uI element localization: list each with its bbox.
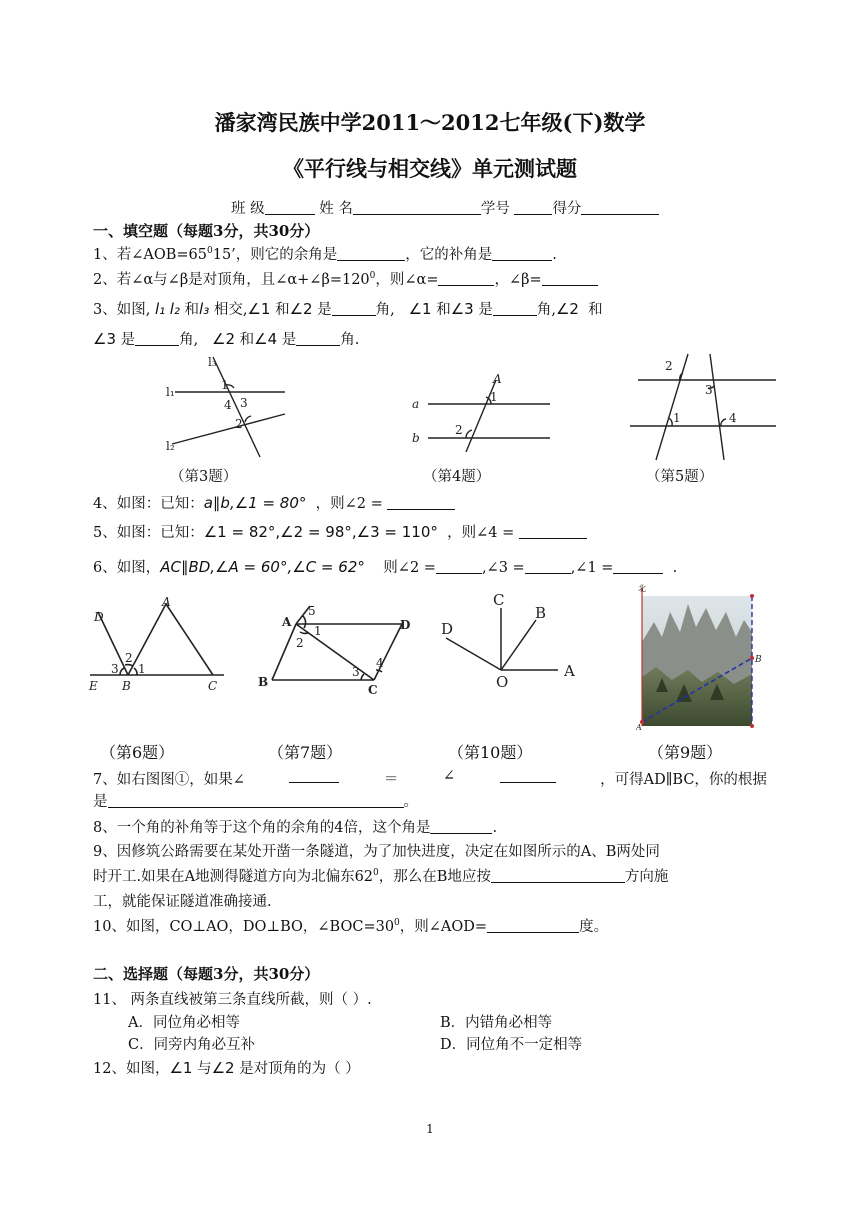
q11-option-B[interactable]: B．内错角必相等	[440, 1015, 553, 1031]
fig3-label-l3: l₃	[208, 355, 217, 369]
page-title: 潘家湾民族中学2011～2012七年级(下)数学	[214, 110, 646, 135]
id-label: 学号	[480, 201, 510, 217]
fig7-label-3: 3	[352, 665, 360, 679]
fig5-label-4: 4	[729, 411, 737, 425]
question-3-line2: ∠3 是 角, ∠2 和∠4 是 角.	[93, 330, 360, 348]
fig10-label-A: A	[564, 662, 575, 680]
fig5-label-1: 1	[673, 411, 681, 425]
fig4-label-A: A	[493, 372, 502, 386]
question-10: 10、如图，CO⊥AO，DO⊥BO，$\angle BOC=30^0$，则∠AOD= 度。	[93, 918, 609, 935]
caption-fig5: （第5题）	[646, 469, 714, 485]
figure-7	[252, 600, 422, 704]
question-2: 2、若∠α与∠β是对顶角，且$\angle\alpha+\angle\beta=120^0$，则∠α= ，∠β=	[93, 268, 598, 289]
caption-fig9: （第9题）	[648, 743, 723, 762]
fig7-label-4: 4	[376, 656, 384, 670]
q11-option-D[interactable]: D．同位角不一定相等	[440, 1037, 583, 1053]
section1-heading: 一、填空题（每题3分，共30分）	[93, 222, 320, 240]
fig7-label-C: C	[368, 683, 378, 697]
fig5-label-3: 3	[705, 383, 713, 397]
fig6-label-2: 2	[125, 651, 133, 665]
fig7-label-1: 1	[314, 624, 322, 638]
fig10-label-B: B	[535, 604, 547, 622]
fig6-label-A: A	[162, 595, 171, 609]
q4-blank[interactable]	[387, 495, 455, 510]
page-number: 1	[426, 1122, 434, 1136]
q11-option-C[interactable]: C．同旁内角必互补	[128, 1037, 256, 1053]
fig6-label-1: 1	[138, 662, 146, 676]
fig3-label-4: 4	[224, 398, 232, 412]
question-6: 6、如图，AC∥BD,∠A = 60°,∠C = 62° 则∠2 = ,∠3 = ,∠1 = .	[93, 558, 678, 576]
caption-fig4: （第4题）	[423, 469, 491, 485]
score-blank[interactable]	[581, 200, 659, 215]
question-9-line1: 9、因修筑公路需要在某处开凿一条隧道，为了加快进度，决定在如图所示的A、B两处同	[93, 844, 660, 860]
q9-blank[interactable]	[491, 868, 625, 883]
figure-9	[636, 582, 764, 732]
figure-5	[628, 352, 778, 462]
q10-blank[interactable]	[487, 918, 579, 933]
q5-blank[interactable]	[519, 524, 587, 539]
figure-3	[160, 352, 290, 462]
fig7-label-5: 5	[308, 604, 316, 618]
caption-fig7: （第7题）	[268, 743, 343, 762]
name-blank[interactable]	[353, 200, 481, 215]
question-9-line2: 时开工.如果在A地测得隧道方向为北偏东$62^0$，那么在B地应按 方向施	[93, 868, 669, 885]
question-1: 1、若$\angle AOB=65^015$’，则它的余角是 ，它的补角是 .	[93, 246, 557, 263]
q3-blank-1[interactable]	[332, 301, 376, 316]
score-label: 得分	[552, 201, 582, 217]
q1-blank-2[interactable]	[492, 246, 552, 261]
fig4-label-2: 2	[455, 423, 463, 437]
q7-blank-3[interactable]	[108, 793, 404, 808]
fig4-label-a: a	[412, 397, 420, 411]
name-label: 姓 名	[319, 201, 353, 217]
figure-4	[408, 372, 556, 452]
section2-heading: 二、选择题（每题3分，共30分）	[93, 965, 320, 983]
question-4: 4、如图：已知：a∥b,∠1 = 80° ，则∠2 =	[93, 492, 455, 513]
q7-blank-1[interactable]	[289, 768, 339, 783]
q6-blank-3[interactable]	[613, 559, 663, 574]
fig6-label-C: C	[208, 679, 218, 693]
question-7-line1: 7、如右图图①，如果∠ ＝ ∠ ，可得AD∥BC，你的根据	[93, 768, 767, 788]
fig7-label-2: 2	[296, 636, 304, 650]
fig5-label-2: 2	[665, 359, 673, 373]
q11-option-A[interactable]: A．同位角必相等	[128, 1015, 240, 1031]
question-3-line1: 3、如图, l₁ l₂ 和l₃ 相交,∠1 和∠2 是 角, ∠1 和∠3 是 角,∠2 和	[93, 300, 603, 318]
q7-blank-2[interactable]	[500, 768, 556, 783]
class-label: 班 级	[231, 201, 265, 217]
fig3-label-l2: l₂	[166, 439, 175, 453]
fig10-label-D: D	[441, 620, 454, 638]
fig6-label-E: E	[89, 679, 98, 693]
fig10-label-C: C	[493, 591, 505, 609]
q3-blank-4[interactable]	[296, 331, 340, 346]
question-9-line3: 工，就能保证隧道准确接通.	[93, 894, 272, 910]
q2-blank-1[interactable]	[438, 271, 494, 286]
fig7-label-A: A	[282, 615, 292, 629]
q6-blank-2[interactable]	[525, 559, 571, 574]
fig3-label-1: 1	[221, 378, 229, 392]
fig3-label-l1: l₁	[166, 385, 175, 399]
fig7-label-B: B	[258, 675, 269, 689]
fig9-label-A: A	[636, 723, 642, 732]
fig3-label-3: 3	[240, 396, 248, 410]
fig4-label-b: b	[412, 431, 420, 445]
caption-fig3: （第3题）	[170, 469, 238, 485]
question-5: 5、如图：已知：∠1 = 82°,∠2 = 98°,∠3 = 110° ，则∠4 =	[93, 521, 587, 542]
q1-blank-1[interactable]	[337, 246, 405, 261]
question-11-stem: 11、 两条直线被第三条直线所截，则（ ）.	[93, 992, 372, 1008]
q2-blank-2[interactable]	[542, 271, 598, 286]
fig6-label-B: B	[122, 679, 131, 693]
fig7-label-D: D	[400, 618, 411, 632]
figure-10	[436, 590, 586, 695]
fig6-label-3: 3	[111, 662, 119, 676]
fig4-label-1: 1	[490, 390, 498, 404]
fig6-label-D: D	[94, 610, 104, 624]
caption-fig6: （第6题）	[100, 743, 175, 762]
figure-6	[88, 594, 228, 698]
fig3-label-2: 2	[235, 417, 243, 431]
student-info	[231, 197, 659, 218]
question-12: 12、如图，∠1 与∠2 是对顶角的为（ ）	[93, 1059, 360, 1077]
q3-blank-2[interactable]	[493, 301, 537, 316]
class-blank[interactable]	[265, 200, 315, 215]
fig9-label-B: B	[755, 655, 762, 665]
fig10-label-O: O	[496, 673, 509, 691]
fig9-label-north: 北	[638, 584, 646, 593]
caption-fig10: （第10题）	[448, 743, 533, 762]
question-8: 8、一个角的补角等于这个角的余角的4倍，这个角是 .	[93, 820, 498, 836]
page-subtitle: 《平行线与相交线》单元测试题	[283, 156, 577, 181]
question-7-line2: 是 。	[93, 794, 418, 810]
q3-blank-3[interactable]	[135, 331, 179, 346]
q6-blank-1[interactable]	[436, 559, 482, 574]
id-blank[interactable]	[514, 200, 552, 215]
q8-blank[interactable]	[430, 819, 492, 834]
